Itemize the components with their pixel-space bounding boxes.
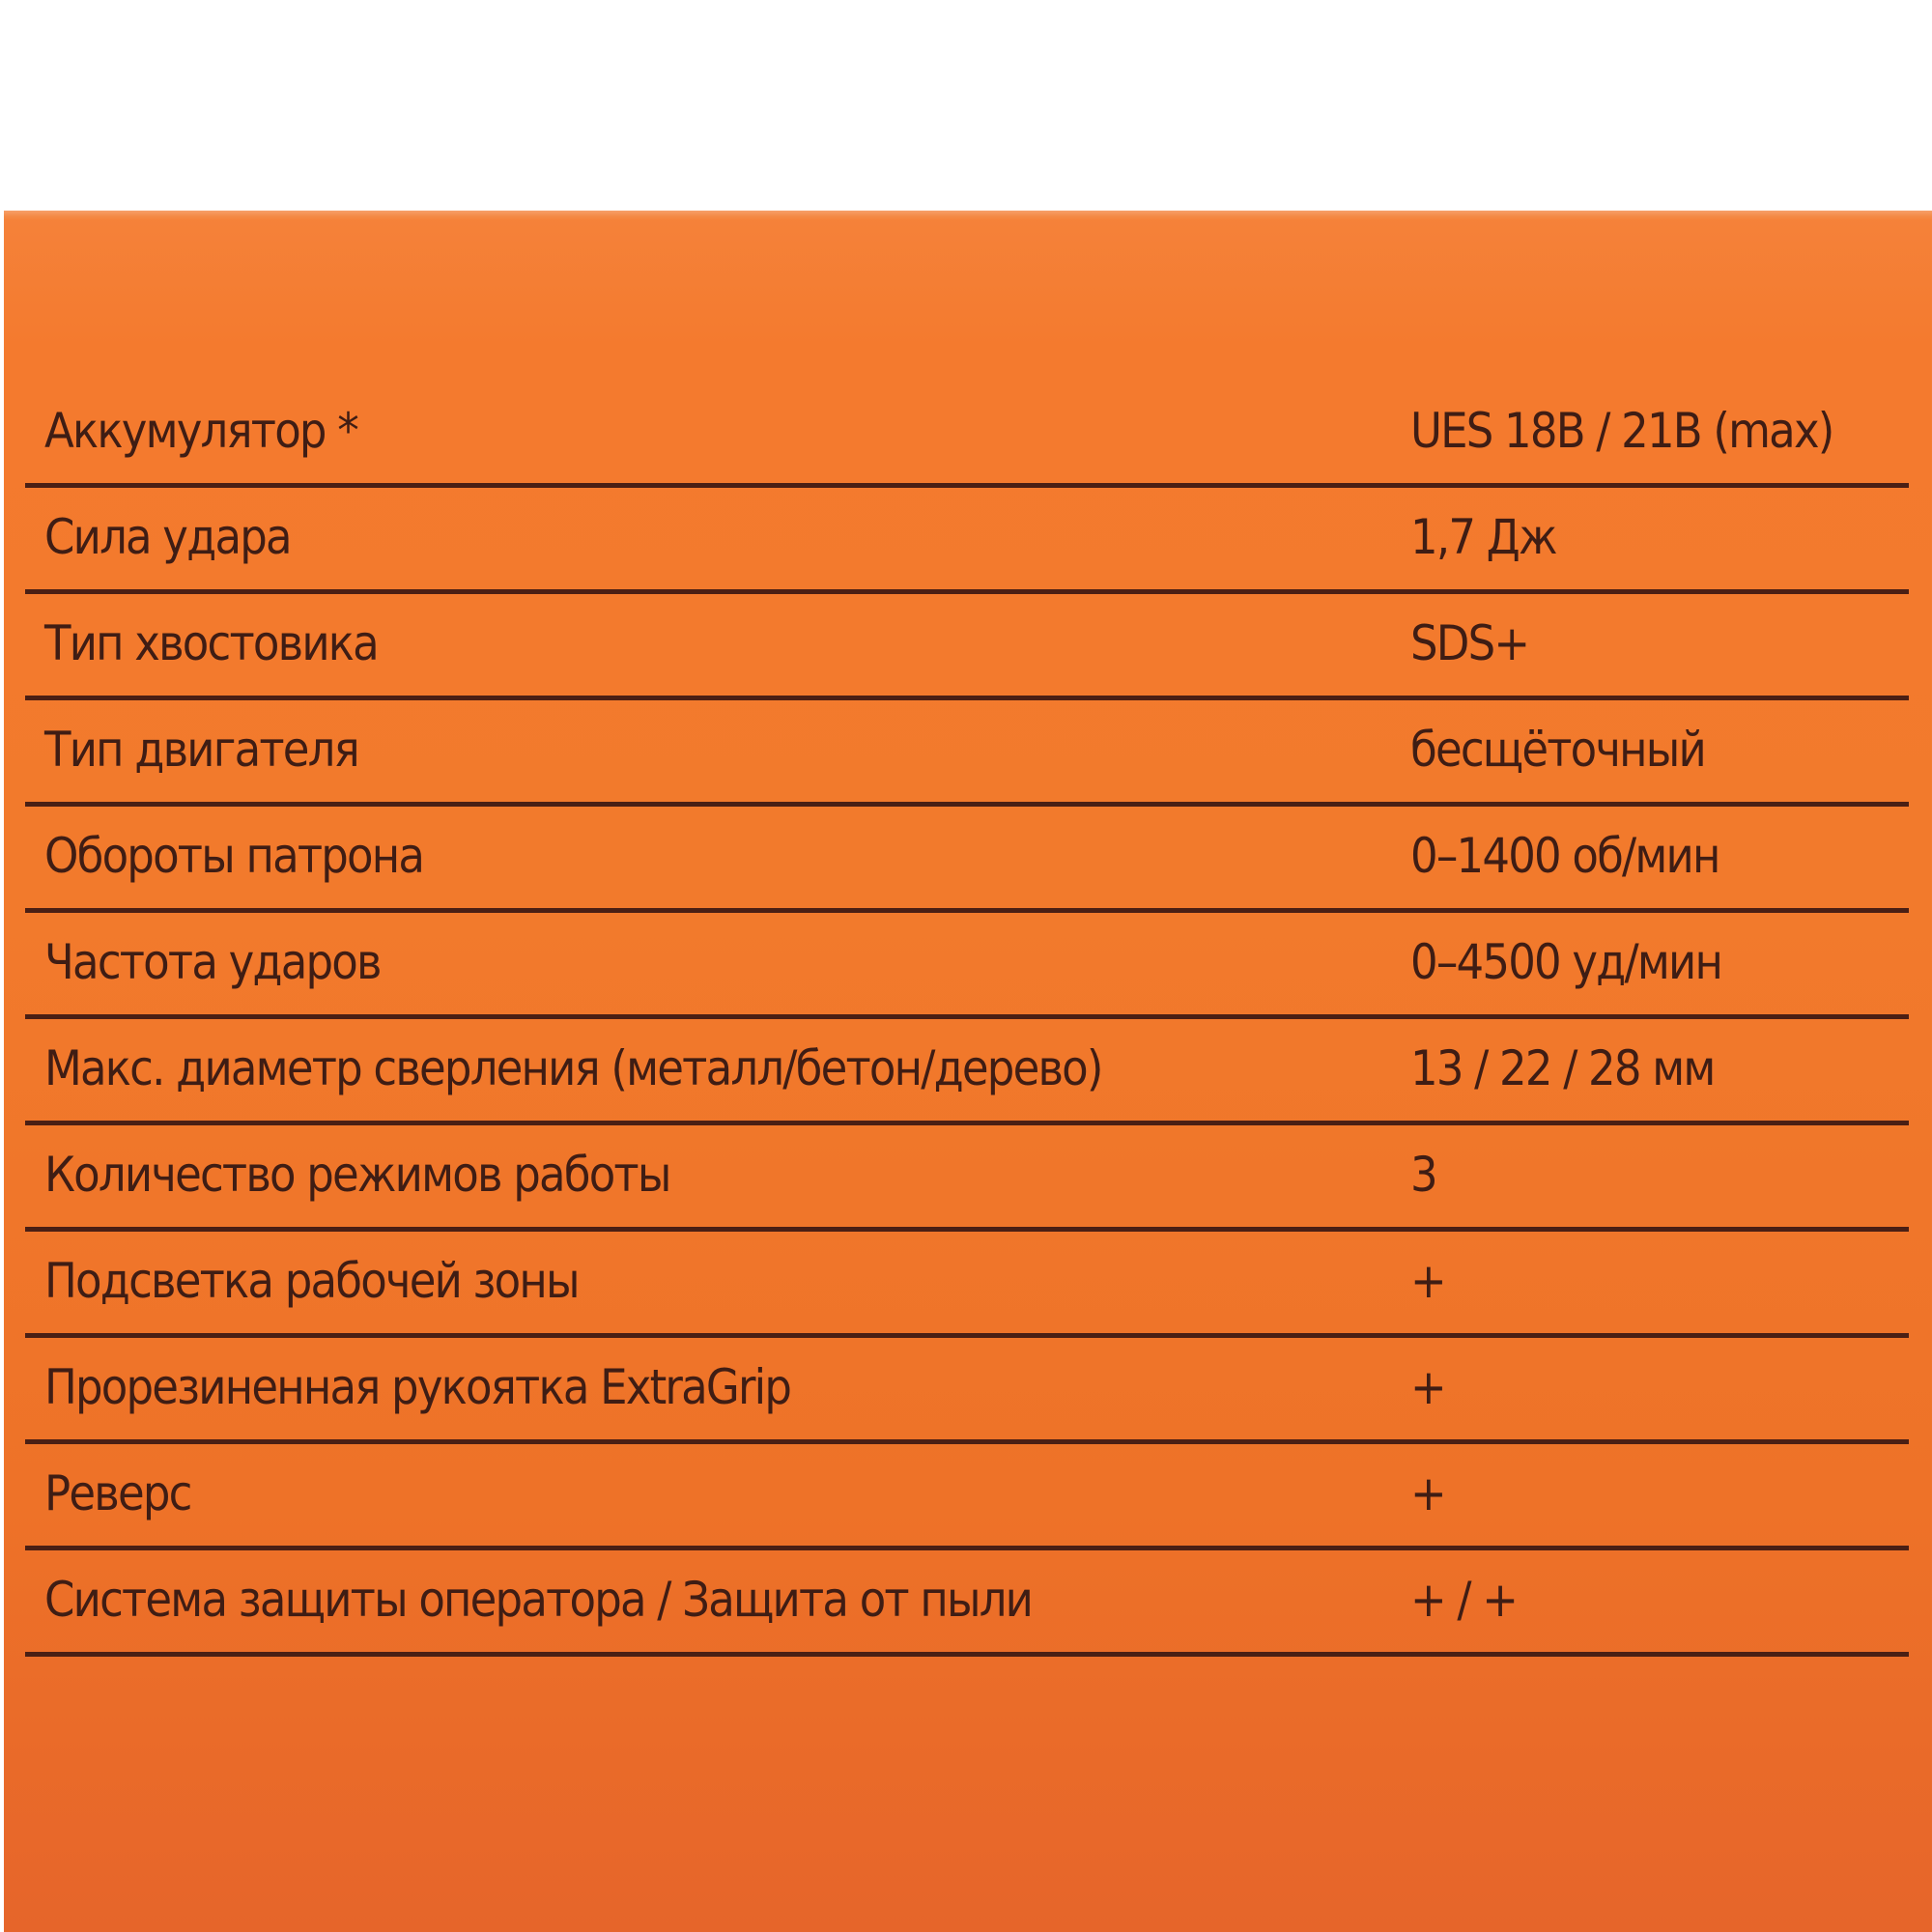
spec-value: + <box>1410 1359 1445 1415</box>
spec-row-protection <box>25 1550 1909 1657</box>
spec-row-rubber-grip <box>25 1338 1909 1444</box>
spec-label: Сила удара <box>44 509 291 565</box>
spec-label: Тип двигателя <box>44 722 358 778</box>
spec-row-impact-energy <box>25 488 1909 594</box>
spec-row-motor-type <box>25 700 1909 807</box>
spec-value: бесщёточный <box>1410 722 1705 778</box>
spec-row-battery <box>25 382 1909 488</box>
spec-value: 1,7 Дж <box>1410 509 1556 565</box>
spec-value: 13 / 22 / 28 мм <box>1410 1040 1715 1096</box>
spec-row-modes-count <box>25 1125 1909 1232</box>
spec-value: UES 18В / 21В (max) <box>1410 403 1833 459</box>
spec-label: Тип хвостовика <box>44 615 378 671</box>
spec-value: SDS+ <box>1410 615 1529 671</box>
spec-value: + <box>1410 1253 1445 1309</box>
spec-row-shank-type <box>25 594 1909 700</box>
spec-label: Система защиты оператора / Защита от пыли <box>44 1572 1033 1628</box>
card-top-edge <box>4 211 1932 220</box>
spec-label: Количество режимов работы <box>44 1147 670 1203</box>
spec-label: Обороты патрона <box>44 828 424 884</box>
spec-label: Частота ударов <box>44 934 381 990</box>
spec-value: + / + <box>1410 1572 1518 1628</box>
spec-value: 0–4500 уд/мин <box>1410 934 1722 990</box>
spec-row-reverse <box>25 1444 1909 1550</box>
spec-row-max-drill-diameter <box>25 1019 1909 1125</box>
spec-label: Аккумулятор * <box>44 403 357 459</box>
spec-table <box>25 382 1909 1657</box>
spec-label: Прорезиненная рукоятка ExtraGrip <box>44 1359 791 1415</box>
spec-row-work-light <box>25 1232 1909 1338</box>
spec-row-impact-rate <box>25 913 1909 1019</box>
spec-label: Подсветка рабочей зоны <box>44 1253 579 1309</box>
spec-value: 3 <box>1410 1147 1436 1203</box>
spec-value: 0–1400 об/мин <box>1410 828 1719 884</box>
spec-value: + <box>1410 1465 1445 1521</box>
spec-label: Макс. диаметр сверления (металл/бетон/дерево) <box>44 1040 1102 1096</box>
spec-row-chuck-speed <box>25 807 1909 913</box>
spec-label: Реверс <box>44 1465 191 1521</box>
